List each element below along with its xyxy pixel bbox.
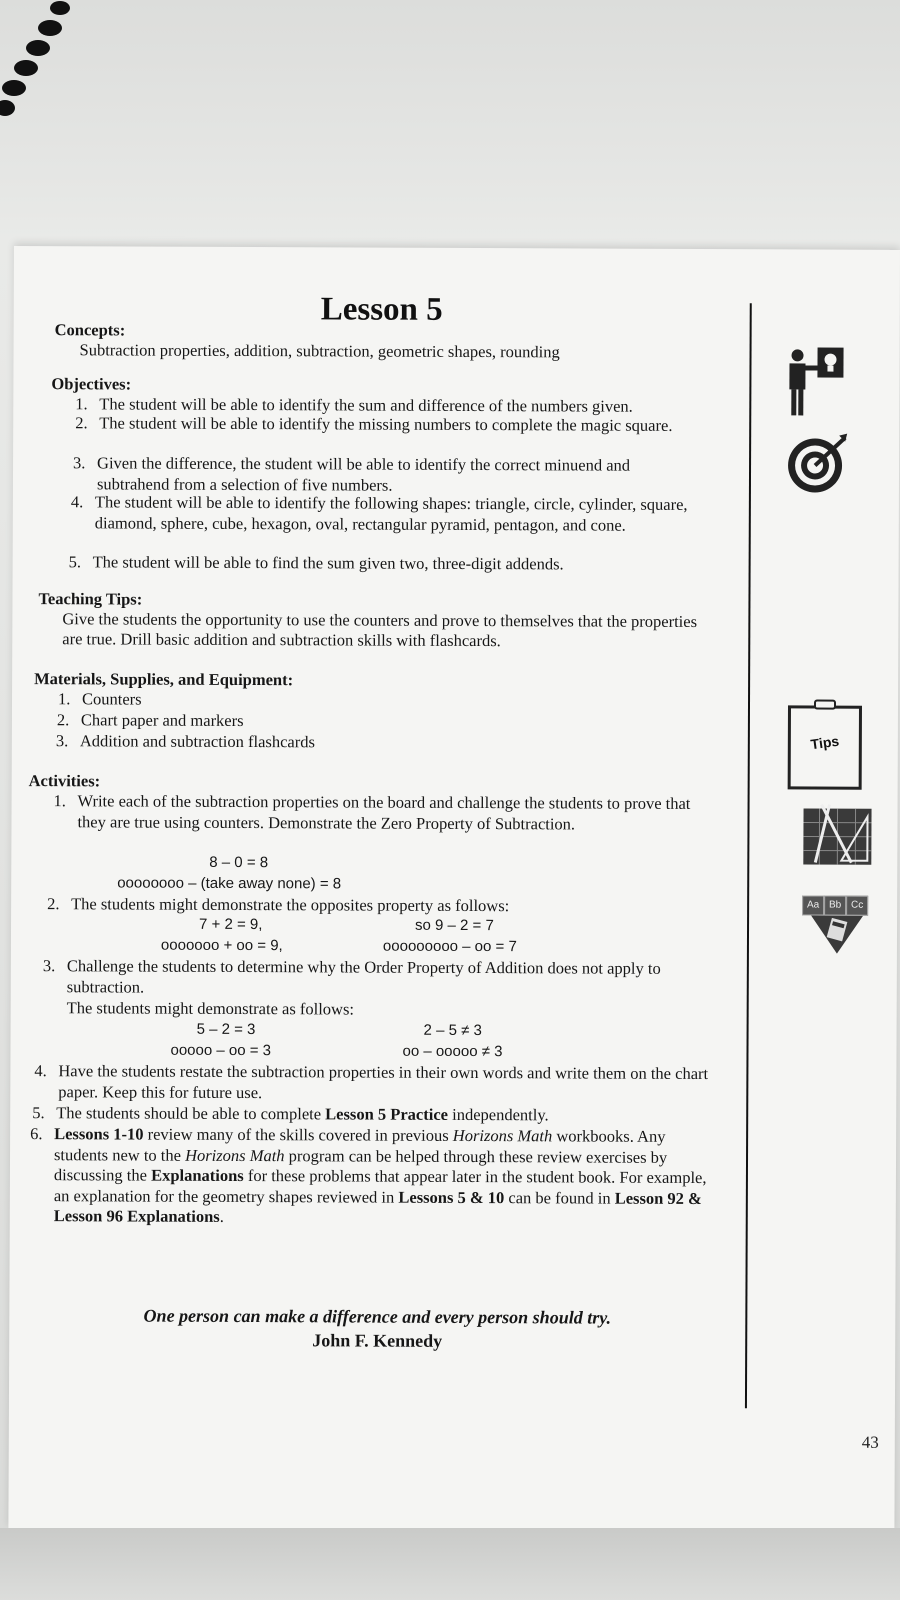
clipboard-clip-icon	[813, 698, 837, 710]
abc-letter: Cc	[846, 896, 868, 916]
activity-followup: The students might demonstrate as follows:	[66, 998, 355, 1019]
activities-heading: Activities:	[28, 771, 101, 791]
page-shadow	[0, 1528, 900, 1600]
activity-item: 6. Lessons 1-10 review many of the skills covered in previous Horizons Math workbooks. Any students new to the Horizons Math program can be helped through these review exercises by discussing the Explanations for these problems that appear later in the student book. For example, an explanation for the geometry shapes reviewed in Lessons 5 & 10 can be found in Lesson 92 & Lesson 96 Explanations.	[30, 1124, 707, 1226]
equation: 5 – 2 = 3	[196, 1020, 256, 1039]
material-item: 1. Counters	[57, 689, 142, 709]
equation: ooooooo + oo = 9,	[160, 936, 283, 955]
equation: 8 – 0 = 8	[209, 853, 269, 872]
tips-label: Tips	[809, 732, 841, 753]
abc-letter: Aa	[802, 895, 824, 915]
target-dart-icon	[785, 431, 849, 495]
spiral-binding	[0, 0, 70, 130]
margin-divider	[745, 303, 752, 1408]
teacher-lightbulb-icon	[783, 345, 845, 417]
equation: so 9 – 2 = 7	[415, 916, 494, 935]
activity-item: 2. The students might demonstrate the opposites property as follows:	[47, 894, 510, 916]
concepts-heading: Concepts:	[54, 320, 126, 340]
material-item: 2. Chart paper and markers	[56, 710, 244, 731]
teaching-tips-heading: Teaching Tips:	[38, 589, 143, 609]
objective-item: 2. The student will be able to identify the missing numbers to complete the magic square.	[75, 413, 673, 435]
geometry-tools-icon	[801, 802, 873, 866]
quote-author: John F. Kennedy	[312, 1330, 443, 1351]
equation: oo – ooooo ≠ 3	[402, 1042, 503, 1061]
equation: 7 + 2 = 9,	[199, 915, 263, 934]
activity-item: 1. Write each of the subtraction properties on the board and challenge the students to prove that they are true using counters. Demonstrate the Zero Property of Subtraction.	[53, 791, 691, 833]
activity-item: 5. The students should be able to complete Lesson 5 Practice independently.	[32, 1103, 549, 1125]
objective-item: 3. Given the difference, the student will be able to identify the correct minuend and subtrahend from a selection of five numbers.	[73, 453, 631, 495]
quote-text: One person can make a difference and every person should try.	[143, 1305, 612, 1328]
material-item: 3. Addition and subtraction flashcards	[55, 731, 315, 752]
page-number: 43	[861, 1432, 879, 1452]
abc-banner	[802, 895, 868, 915]
workbook-page	[8, 246, 900, 1532]
clipboard-tips-icon	[788, 705, 862, 789]
quote	[9, 1303, 745, 1354]
equation: 2 – 5 ≠ 3	[423, 1021, 482, 1040]
objectives-heading: Objectives:	[51, 374, 132, 394]
teaching-tips-text: Give the students the opportunity to use the counters and prove to themselves that the properties are true. Drill basic addition and subtraction skills with flashcards.	[62, 609, 698, 651]
abc-letter: Bb	[824, 896, 846, 916]
equation: oooooooo – (take away none) = 8	[117, 874, 342, 893]
concepts-text: Subtraction properties, addition, subtraction, geometric shapes, rounding	[79, 340, 560, 362]
equation: ooooo – oo = 3	[170, 1041, 272, 1060]
objective-item: 5. The student will be able to find the sum given two, three-digit addends.	[68, 552, 564, 574]
abc-calculator-icon	[811, 915, 863, 955]
equation: ooooooooo – oo = 7	[382, 937, 517, 956]
objective-item: 4. The student will be able to identify the following shapes: triangle, circle, cylinder, square, diamond, sphere, cube, hexagon, oval, rectangular pyramid, pentagon, and cone.	[70, 492, 688, 535]
objective-item: 1. The student will be able to identify the sum and difference of the numbers given.	[75, 394, 633, 416]
lesson-title: Lesson 5	[320, 291, 443, 328]
activity-item: 3. Challenge the students to determine why the Order Property of Addition does not apply to subtraction.	[42, 956, 661, 997]
activity-item: 4. Have the students restate the subtraction properties in their own words and write them on the chart paper. Keep this for future use.	[34, 1061, 709, 1102]
materials-heading: Materials, Supplies, and Equipment:	[34, 669, 294, 690]
